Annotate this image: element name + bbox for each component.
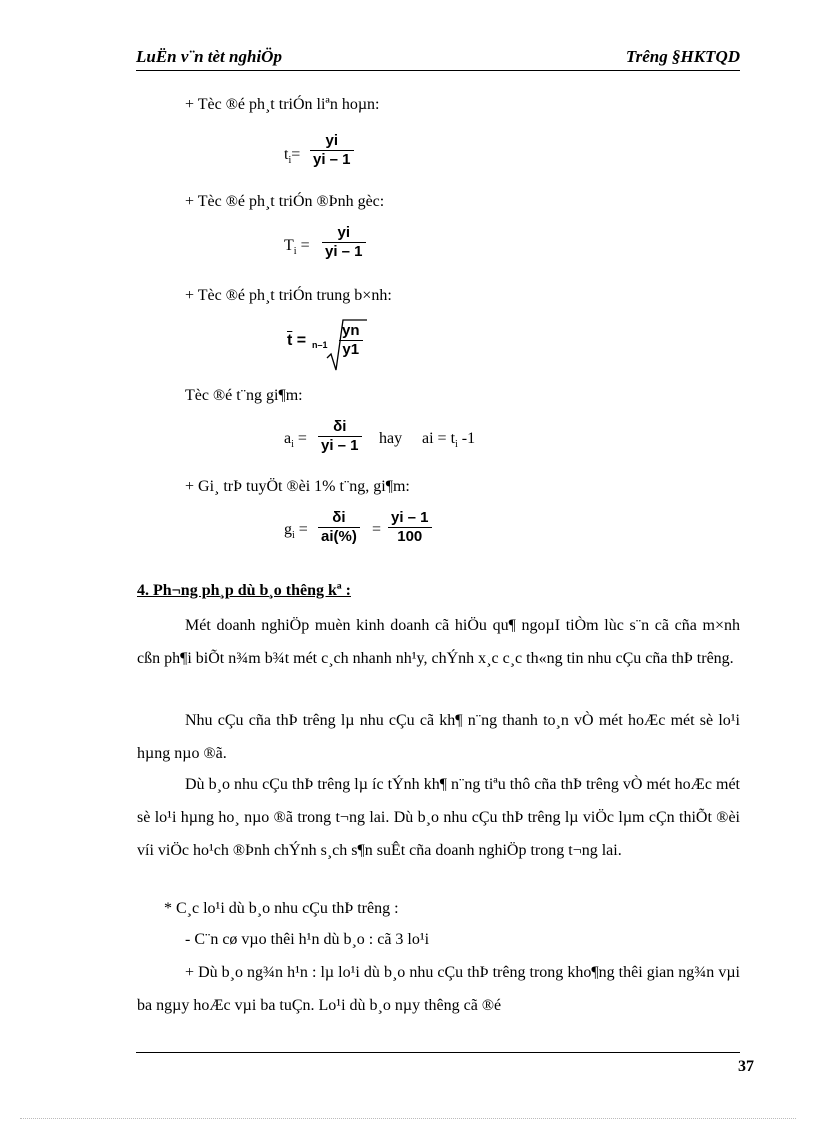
formula-2-numerator: yi xyxy=(337,224,351,241)
paragraph-4: * C¸c lo¹i dù b¸o nhu cÇu thÞ trêng : xyxy=(164,900,399,917)
formula-3-fraction xyxy=(339,322,363,359)
header-university: Trêng §HKTQD xyxy=(625,47,740,66)
formula-5-eq: = xyxy=(298,521,308,538)
formula-3-var: $\overline{t}$ xyxy=(287,332,293,349)
formula-2-denominator: yi – 1 xyxy=(325,243,363,260)
formula-4-rhs xyxy=(422,430,475,450)
header-thesis-title: LuËn v¨n tèt nghiÖp xyxy=(136,47,282,66)
formula-2-fraction xyxy=(322,224,366,261)
formula-1-label: + Tèc ®é ph¸t triÓn liªn hoµn: xyxy=(185,96,380,113)
paragraph-2: Nhu cÇu cña thÞ trêng lµ nhu cÇu cã kh¶ n¨ng thanh to¸n vÒ mét hoÆc mét sè lo¹i hµng nµo ®ã. xyxy=(137,712,740,762)
formula-2-label: + Tèc ®é ph¸t triÓn ®Þnh gèc: xyxy=(185,193,385,210)
formula-4-sub: i xyxy=(291,439,294,451)
formula-2-sub: i xyxy=(293,246,297,258)
paragraph-6: + Dù b¸o ng¾n h¹n : lµ lo¹i dù b¸o nhu cÇu thÞ trêng trong kho¶ng thêi gian ng¾n vµi ba ngµy hoÆc vµi ba tuÇn. Lo¹i dù b¸o nµy thêng cã ®é xyxy=(137,964,740,1014)
formula-1-denominator: yi – 1 xyxy=(313,151,351,168)
formula-4-eq: = xyxy=(297,430,307,447)
formula-1-sub: i xyxy=(288,155,292,167)
formula-5-eq2: = xyxy=(372,521,382,538)
formula-4-lhs xyxy=(284,430,307,450)
formula-5-fraction-1 xyxy=(318,509,360,546)
formula-5-denominator-2: 100 xyxy=(397,528,423,545)
formula-1-fraction xyxy=(310,132,354,169)
formula-4-var: a xyxy=(284,430,292,447)
formula-5-numerator-1: δi xyxy=(332,509,346,526)
formula-3-label: + Tèc ®é ph¸t triÓn trung b×nh: xyxy=(185,287,392,304)
page-number: 37 xyxy=(738,1058,754,1075)
formula-2-eq: = xyxy=(300,237,310,254)
formula-4-rhs-b: -1 xyxy=(461,430,476,447)
formula-5-fraction-2 xyxy=(388,509,432,546)
formula-5-numerator-2: yi – 1 xyxy=(391,509,429,526)
formula-3-numerator: yn xyxy=(342,322,360,339)
formula-4-hay: hay xyxy=(379,430,403,447)
formula-4-fraction xyxy=(318,418,362,455)
formula-3-denominator: y1 xyxy=(342,341,360,358)
formula-1-numerator: yi xyxy=(325,132,339,149)
formula-1-lhs xyxy=(284,146,300,166)
formula-1-eq: = xyxy=(291,146,301,163)
formula-4-numerator: δi xyxy=(333,418,347,435)
formula-2-var: T xyxy=(284,237,294,254)
paragraph-1: Mét doanh nghiÖp muèn kinh doanh cã hiÖu qu¶ ngoµI tiÒm lùc s¨n cã cña m×nh cßn ph¶i biÕt n¾m b¾t mét c¸ch nhanh nh¹y, chÝnh x¸c c¸c th«ng tin nhu cÇu cña thÞ trêng. xyxy=(137,617,740,667)
running-header xyxy=(136,46,740,71)
formula-5-var: g xyxy=(284,521,292,538)
formula-3-eq: = xyxy=(296,332,307,349)
paragraph-3: Dù b¸o nhu cÇu thÞ trêng lµ íc tÝnh kh¶ n¨ng tiªu thô cña thÞ trêng vÒ mét hoÆc mét sè lo¹i hµng ho¸ nµo ®ã trong t¬ng lai. Dù b¸o nhu cÇu thÞ trêng lµ viÖc lµm cÇn thiÕt ®èi víi viÖc ho¹ch ®Þnh chÝnh s¸ch s¶n suÊt cña doanh nghiÖp trong t¬ng lai. xyxy=(137,776,740,859)
formula-5-denominator-1: ai(%) xyxy=(321,528,357,545)
formula-1-var: t xyxy=(284,146,289,163)
formula-3-root-index: n–1 xyxy=(312,340,328,350)
formula-5-lhs xyxy=(284,521,308,541)
formula-5-label: + Gi¸ trÞ tuyÖt ®èi 1% t¨ng, gi¶m: xyxy=(185,478,410,495)
formula-2-lhs xyxy=(284,237,310,257)
formula-3-lhs xyxy=(287,332,306,350)
footer-rule xyxy=(136,1052,740,1053)
section-heading: 4. Ph¬ng ph¸p dù b¸o thêng kª : xyxy=(137,582,351,599)
formula-4-label: Tèc ®é t¨ng gi¶m: xyxy=(185,387,303,404)
paragraph-5: - C¨n cø vµo thêi h¹n dù b¸o : cã 3 lo¹i xyxy=(185,931,430,948)
formula-4-rhs-sub: i xyxy=(455,439,458,451)
formula-5-sub: i xyxy=(292,530,295,542)
formula-4-rhs-a: ai = t xyxy=(422,430,456,447)
formula-4-denominator: yi – 1 xyxy=(321,437,359,454)
page-break-line xyxy=(20,1118,796,1119)
